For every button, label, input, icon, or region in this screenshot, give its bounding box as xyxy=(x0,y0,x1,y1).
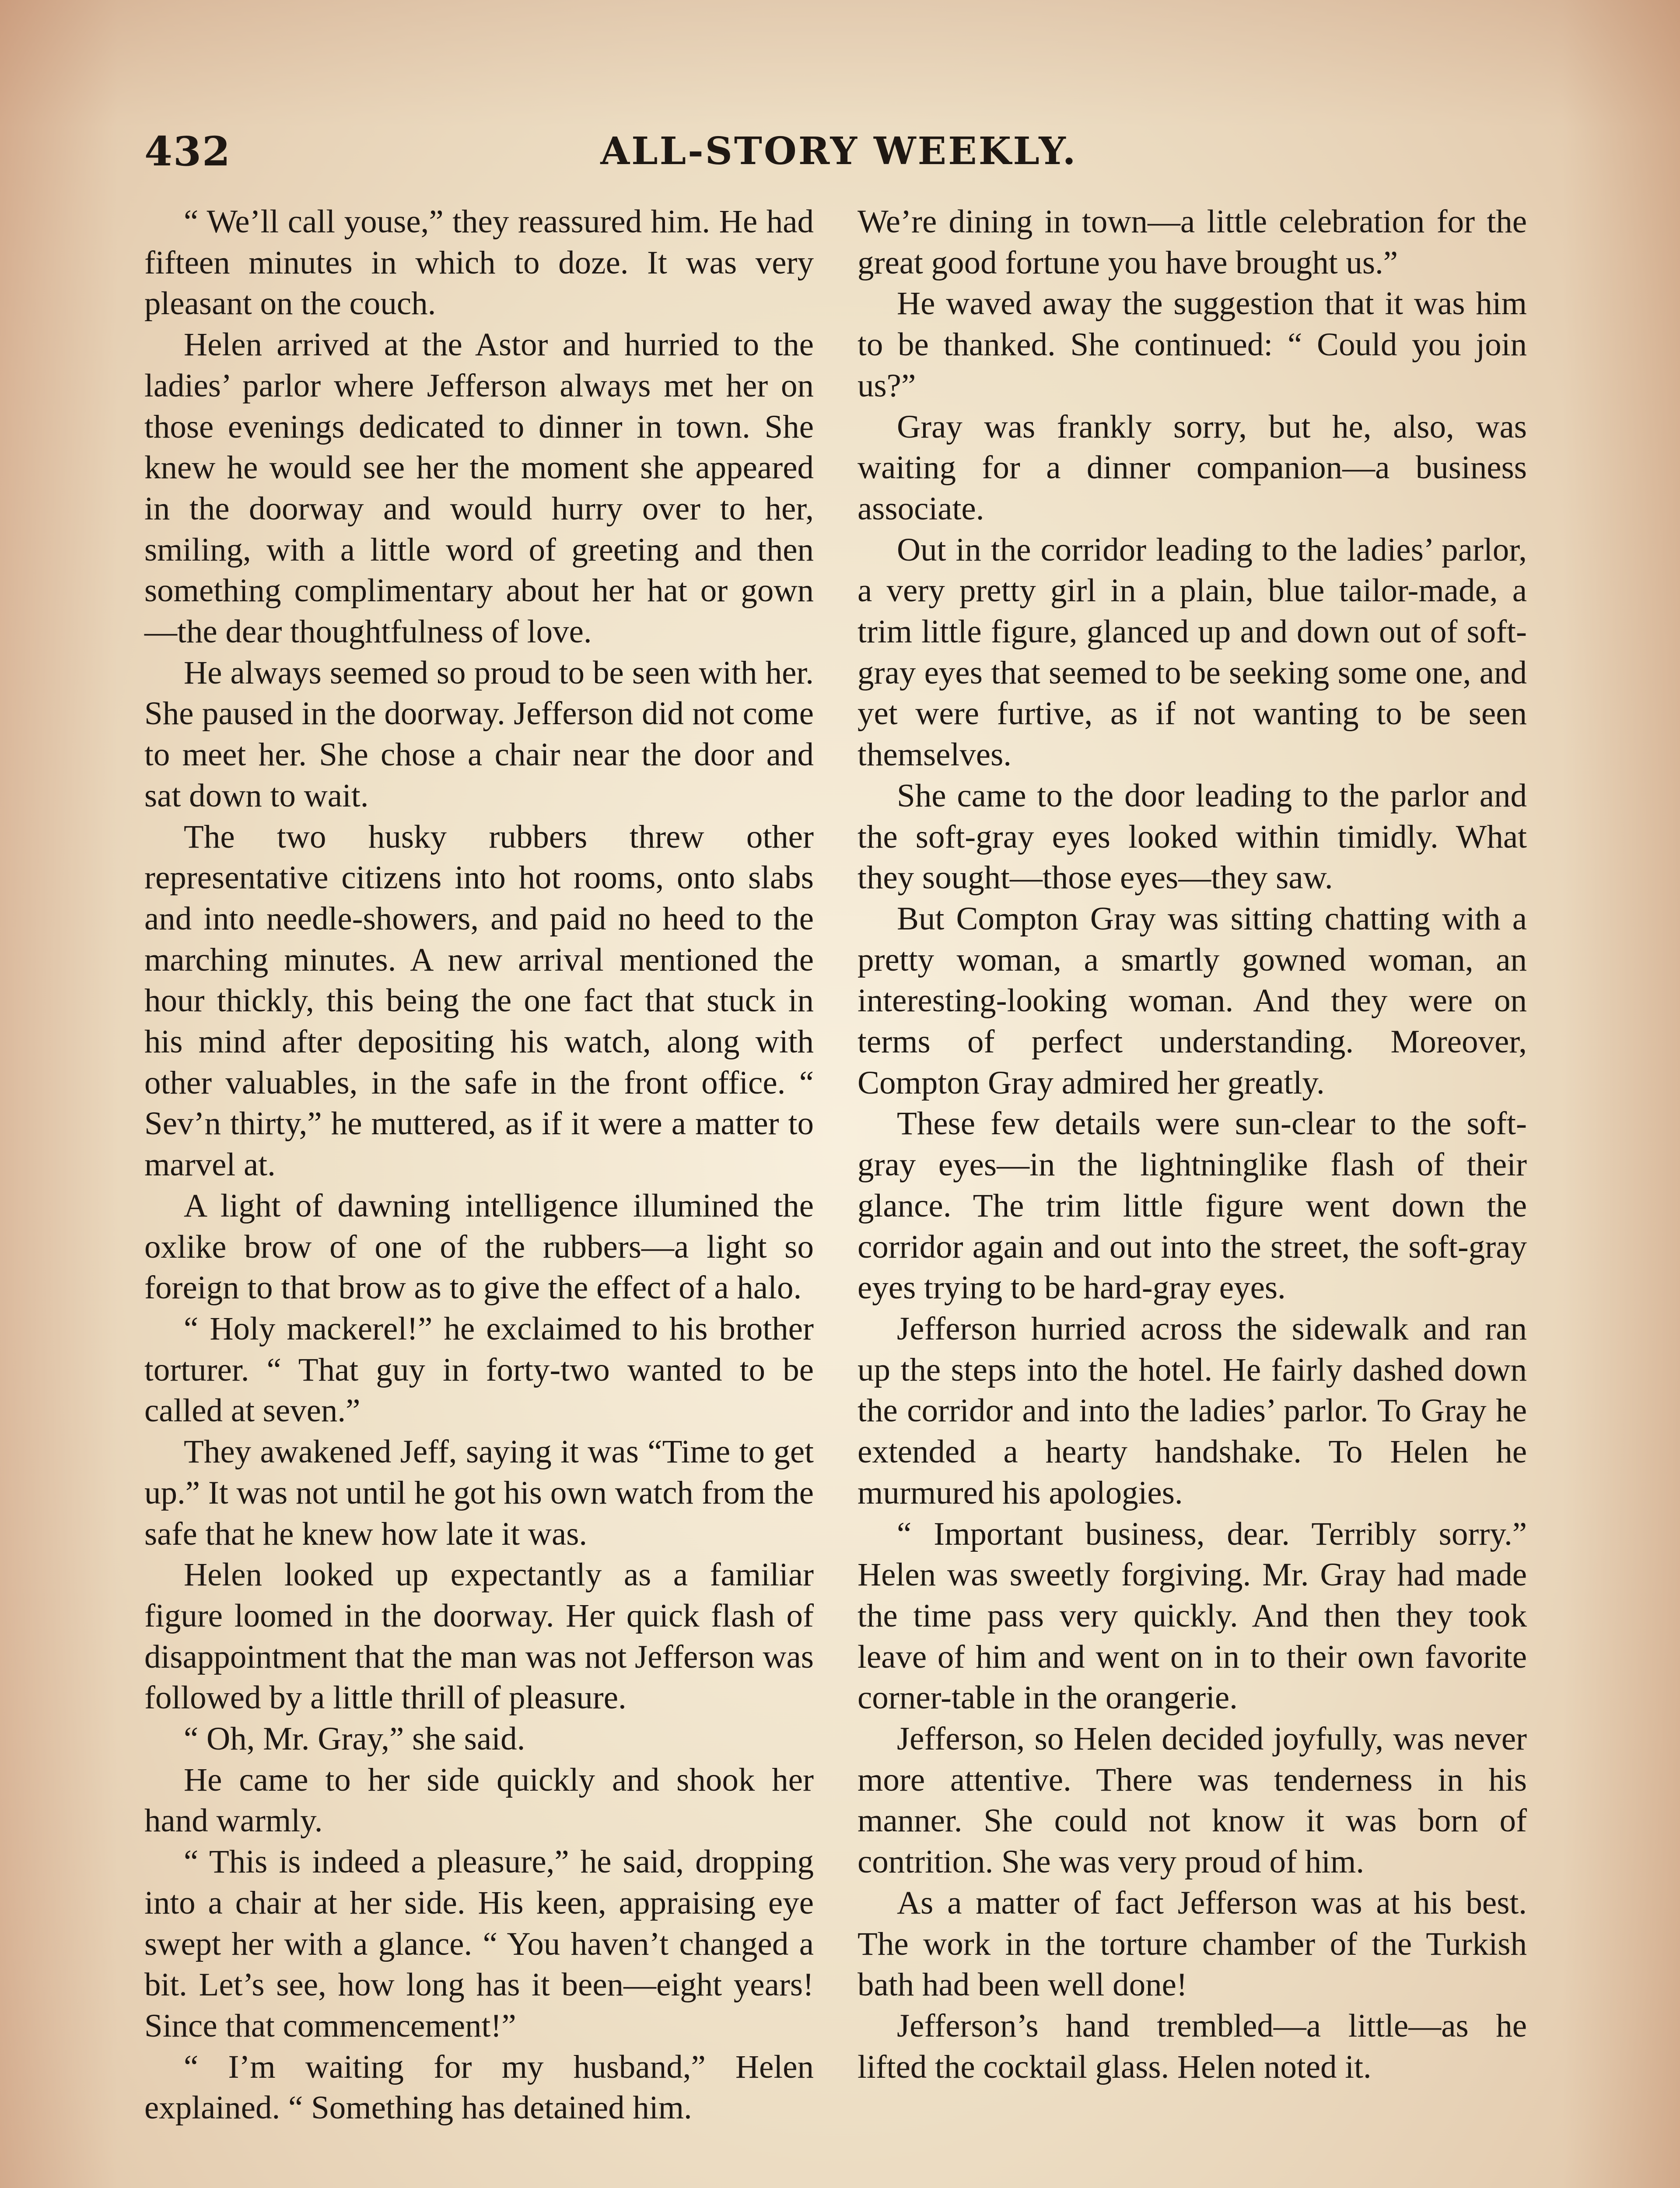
paragraph: But Compton Gray was sitting chatting with a pretty woman, a smartly gowned woman, an interesting-looking woman. And they were on terms of perfect understanding. Moreover, Compton Gray admired her greatly. xyxy=(858,900,1527,1101)
page-number: 432 xyxy=(144,128,231,175)
paragraph: As a matter of fact Jefferson was at his best. The work in the torture chamber of the Turkish bath had been well done! xyxy=(858,1884,1527,2003)
paragraph: Jefferson hurried across the sidewalk and ran up the steps into the hotel. He fairly dashed down the corridor and into the ladies’ parlor. To Gray he extended a hearty handshake. To Helen he murmured his apologies. xyxy=(858,1310,1527,1511)
paragraph: “ Important business, dear. Terribly sorry.” Helen was sweetly forgiving. Mr. Gray had made the time pass very quickly. And then they took leave of him and went on in to their own favorite corner-table in the orangerie. xyxy=(858,1515,1527,1716)
paragraph-continued: We’re dining in town—a little celebration for the great good fortune you have brought us.” xyxy=(858,203,1527,281)
right-column xyxy=(858,201,1527,2087)
paragraph: “ Oh, Mr. Gray,” she said. xyxy=(184,1721,525,1757)
paragraph: She came to the door leading to the parlor and the soft-gray eyes looked within timidly. What they sought—those eyes—they saw. xyxy=(858,777,1527,896)
paragraph: “ This is indeed a pleasure,” he said, dropping into a chair at her side. His keen, appraising eye swept her with a glance. “ You haven’t changed a bit. Let’s see, how long has it been—eight years! Since that commencement!” xyxy=(144,1844,814,2044)
paragraph: Gray was frankly sorry, but he, also, was waiting for a dinner companion—a business associate. xyxy=(858,408,1527,527)
paragraph: “ I’m waiting for my husband,” Helen explained. “ Something has detained him. xyxy=(144,2048,814,2126)
paragraph: Out in the corridor leading to the ladies’ parlor, a very pretty girl in a plain, blue tailor-made, a trim little figure, glanced up and down out of soft-gray eyes that seemed to be seeking some one, and yet were furtive, as if not wanting to be seen themselves. xyxy=(858,531,1527,773)
paragraph: Helen arrived at the Astor and hurried to the ladies’ parlor where Jefferson always met her on those evenings dedicated to dinner in town. She knew he would see her the moment she appeared in the doorway and would hurry over to her, smiling, with a little word of greeting and then something complimentary about her hat or gown—the dear thoughtfulness of love. xyxy=(144,326,814,650)
paragraph: Jefferson, so Helen decided joyfully, was never more attentive. There was tenderness in his manner. She could not know it was born of contrition. She was very proud of him. xyxy=(858,1721,1527,1880)
paragraph: These few details were sun-clear to the soft-gray eyes—in the lightninglike flash of their glance. The trim little figure went down the corridor again and out into the street, the soft-gray eyes trying to be hard-gray eyes. xyxy=(858,1105,1527,1306)
paragraph: Jefferson’s hand trembled—a little—as he lifted the cocktail glass. Helen noted it. xyxy=(858,2007,1527,2085)
page-header xyxy=(144,125,1533,191)
left-column xyxy=(144,201,814,2128)
paragraph: The two husky rubbers threw other representative citizens into hot rooms, onto slabs and into needle-showers, and paid no heed to the marching minutes. A new arrival mentioned the hour thickly, this being the one fact that stuck in his mind after depositing his watch, along with other valuables, in the safe in the front office. “ Sev’n thirty,” he muttered, as if it were a matter to marvel at. xyxy=(144,818,814,1183)
paragraph: “ We’ll call youse,” they reassured him. He had fifteen minutes in which to doze. It was very pleasant on the couch. xyxy=(144,203,814,322)
paragraph: He waved away the suggestion that it was him to be thanked. She continued: “ Could you join us?” xyxy=(858,285,1527,404)
paragraph: He always seemed so proud to be seen with her. She paused in the doorway. Jefferson did not come to meet her. She chose a chair near the door and sat down to wait. xyxy=(144,654,814,814)
running-head: ALL-STORY WEEKLY. xyxy=(600,129,1078,173)
paragraph: A light of dawning intelligence illumined the oxlike brow of one of the rubbers—a light so foreign to that brow as to give the effect of a halo. xyxy=(144,1187,814,1306)
paragraph: They awakened Jeff, saying it was “Time to get up.” It was not until he got his own watch from the safe that he knew how late it was. xyxy=(144,1434,814,1552)
paragraph: He came to her side quickly and shook her hand warmly. xyxy=(144,1761,814,1839)
paragraph: “ Holy mackerel!” he exclaimed to his brother torturer. “ That guy in forty-two wanted to be called at seven.” xyxy=(144,1310,814,1429)
paragraph: Helen looked up expectantly as a familiar figure loomed in the doorway. Her quick flash of disappointment that the man was not Jefferson was followed by a little thrill of pleasure. xyxy=(144,1557,814,1716)
